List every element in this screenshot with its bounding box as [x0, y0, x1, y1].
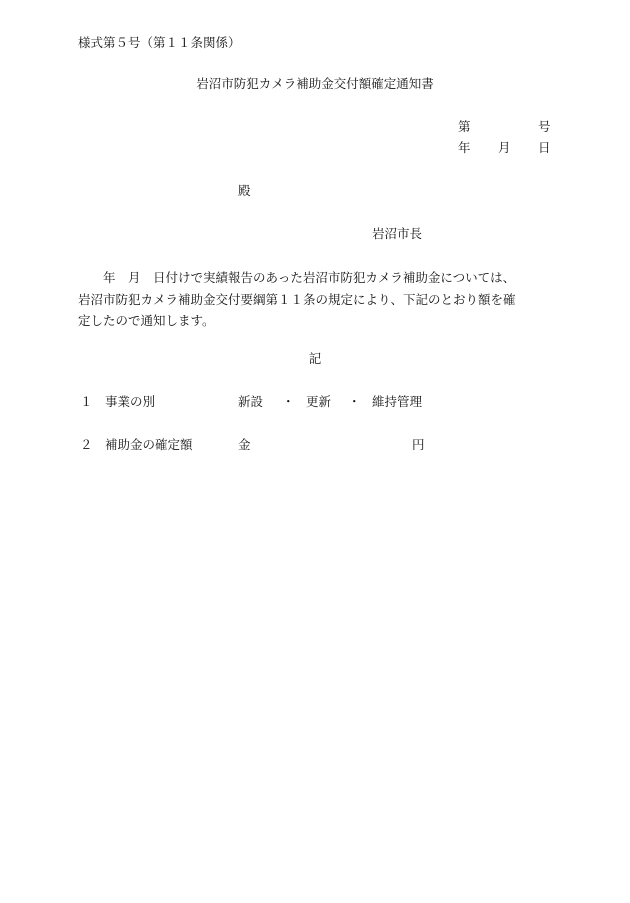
date-year-label: 年 — [458, 140, 471, 155]
notice-body-line-3: 定したので通知します。 — [78, 313, 215, 328]
document-number-prefix: 第 — [458, 119, 471, 134]
amount-currency-unit: 円 — [412, 437, 425, 452]
document-title: 岩沼市防犯カメラ補助金交付額確定通知書 — [196, 76, 434, 91]
item-1-number: １ — [80, 394, 93, 409]
notice-body-line-1: 年 月 日付けで実績報告のあった岩沼市防犯カメラ補助金については、 — [103, 270, 516, 285]
addressee-honorific: 殿 — [238, 183, 251, 198]
amount-prefix: 金 — [238, 437, 251, 452]
notice-body — [78, 267, 553, 332]
project-type-option-maintenance: 維持管理 — [372, 394, 423, 409]
item-1-label: 事業の別 — [105, 394, 156, 409]
option-separator: ・ — [348, 394, 361, 409]
project-type-option-renewal: 更新 — [306, 394, 332, 409]
issuer-name: 岩沼市長 — [372, 226, 423, 241]
project-type-option-new: 新設 — [238, 394, 264, 409]
date-month-label: 月 — [498, 140, 511, 155]
document-number-suffix: 号 — [538, 119, 551, 134]
form-label: 様式第５号（第１１条関係） — [78, 35, 241, 50]
option-separator: ・ — [282, 394, 295, 409]
ki-heading: 記 — [308, 351, 322, 366]
item-2-number: ２ — [80, 437, 93, 452]
date-day-label: 日 — [538, 140, 551, 155]
item-2-label: 補助金の確定額 — [105, 437, 193, 452]
notice-body-line-2: 岩沼市防犯カメラ補助金交付要綱第１１条の規定により、下記のとおり額を確 — [78, 291, 516, 307]
